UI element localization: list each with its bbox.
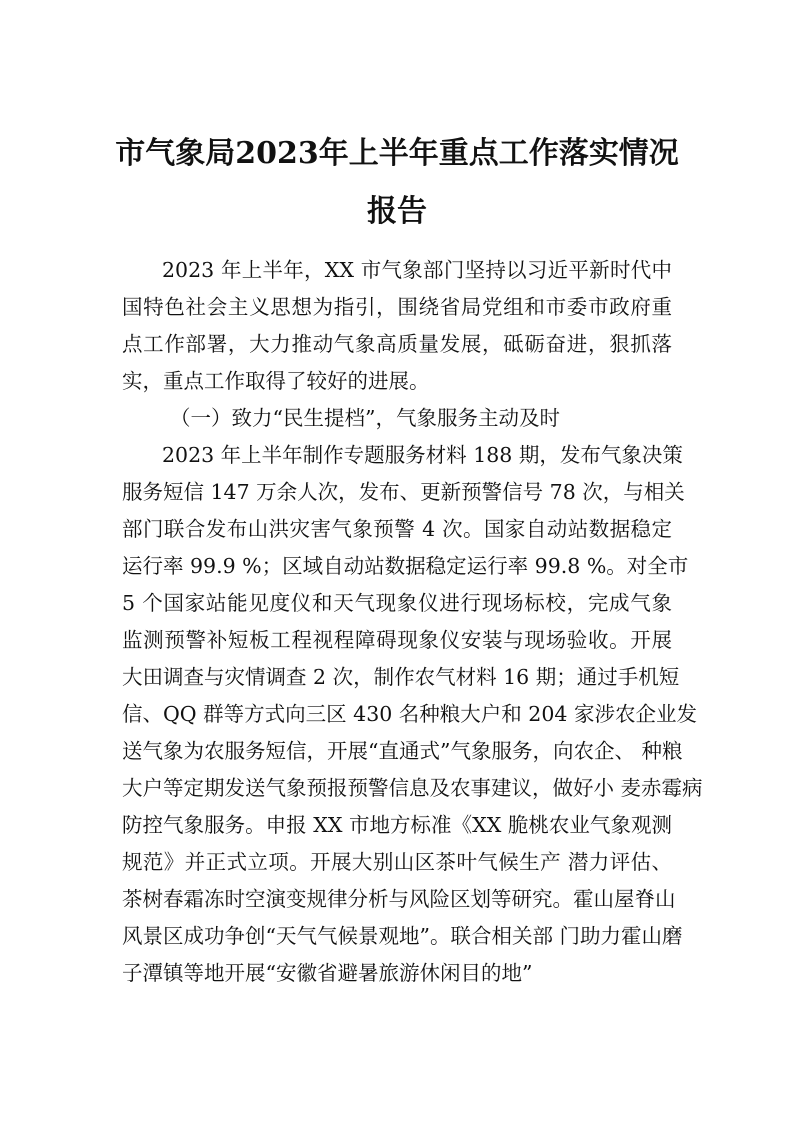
text-line: 服务短信 147 万余人次，发布、更新预警信号 78 次，与相关 [122,480,685,504]
text-line: 5 个国家站能见度仪和天气现象仪进行现场标校，完成气象 [122,591,672,615]
text-line: 风景区成功争创“天气气候景观地”。联合相关部 门助力霍山磨 [122,924,683,948]
text-line: 大田调查与灾情调查 2 次，制作农气材料 16 期；通过手机短 [122,665,680,689]
paragraph-intro [122,252,672,400]
text-line: 防控气象服务。申报 XX 市地方标准《XX 脆桃农业气象观测 [122,813,672,837]
text-line: 子潭镇等地开展“安徽省避暑旅游休闲目的地” [122,961,533,985]
text-line: 实，重点工作取得了较好的进展。 [122,369,430,393]
text-line: 2023 年上半年制作专题服务材料 188 期，发布气象决策 [162,443,683,467]
text-line: 国特色社会主义思想为指引，围绕省局党组和市委市政府重 [122,295,672,319]
text-line: 大户等定期发送气象预报预警信息及农事建议，做好小 麦赤霉病 [122,776,703,800]
text-line: 茶树春霜冻时空演变规律分析与风险区划等研究。霍山屋脊山 [122,887,676,911]
text-line: 送气象为农服务短信，开展“直通式”气象服务，向农企、 种粮 [122,739,683,763]
heading-line: （一）致力“民生提档”，气象服务主动及时 [170,406,560,430]
text-line: 运行率 99.9 %；区域自动站数据稳定运行率 99.8 %。对全市 [122,554,689,578]
text-line: 点工作部署，大力推动气象高质量发展，砥砺奋进，狠抓落 [122,332,672,356]
text-line: 规范》并正式立项。开展大别山区茶叶气候生产 潜力评估、 [122,850,672,874]
text-line: 2023 年上半年，XX 市气象部门坚持以习近平新时代中 [162,258,672,282]
section-heading [122,400,672,437]
paragraph-section-1 [122,437,703,992]
document-body [122,252,703,992]
text-line: 部门联合发布山洪灾害气象预警 4 次。国家自动站数据稳定 [122,517,672,541]
document-title-line-1: 市气象局2023年上半年重点工作落实情况 [115,136,679,171]
document-title-line-2: 报告 [367,194,427,229]
text-line: 信、QQ 群等方式向三区 430 名种粮大户和 204 家涉农企业发 [122,702,697,726]
text-line: 监测预警补短板工程视程障碍现象仪安装与现场验收。开展 [122,628,672,652]
